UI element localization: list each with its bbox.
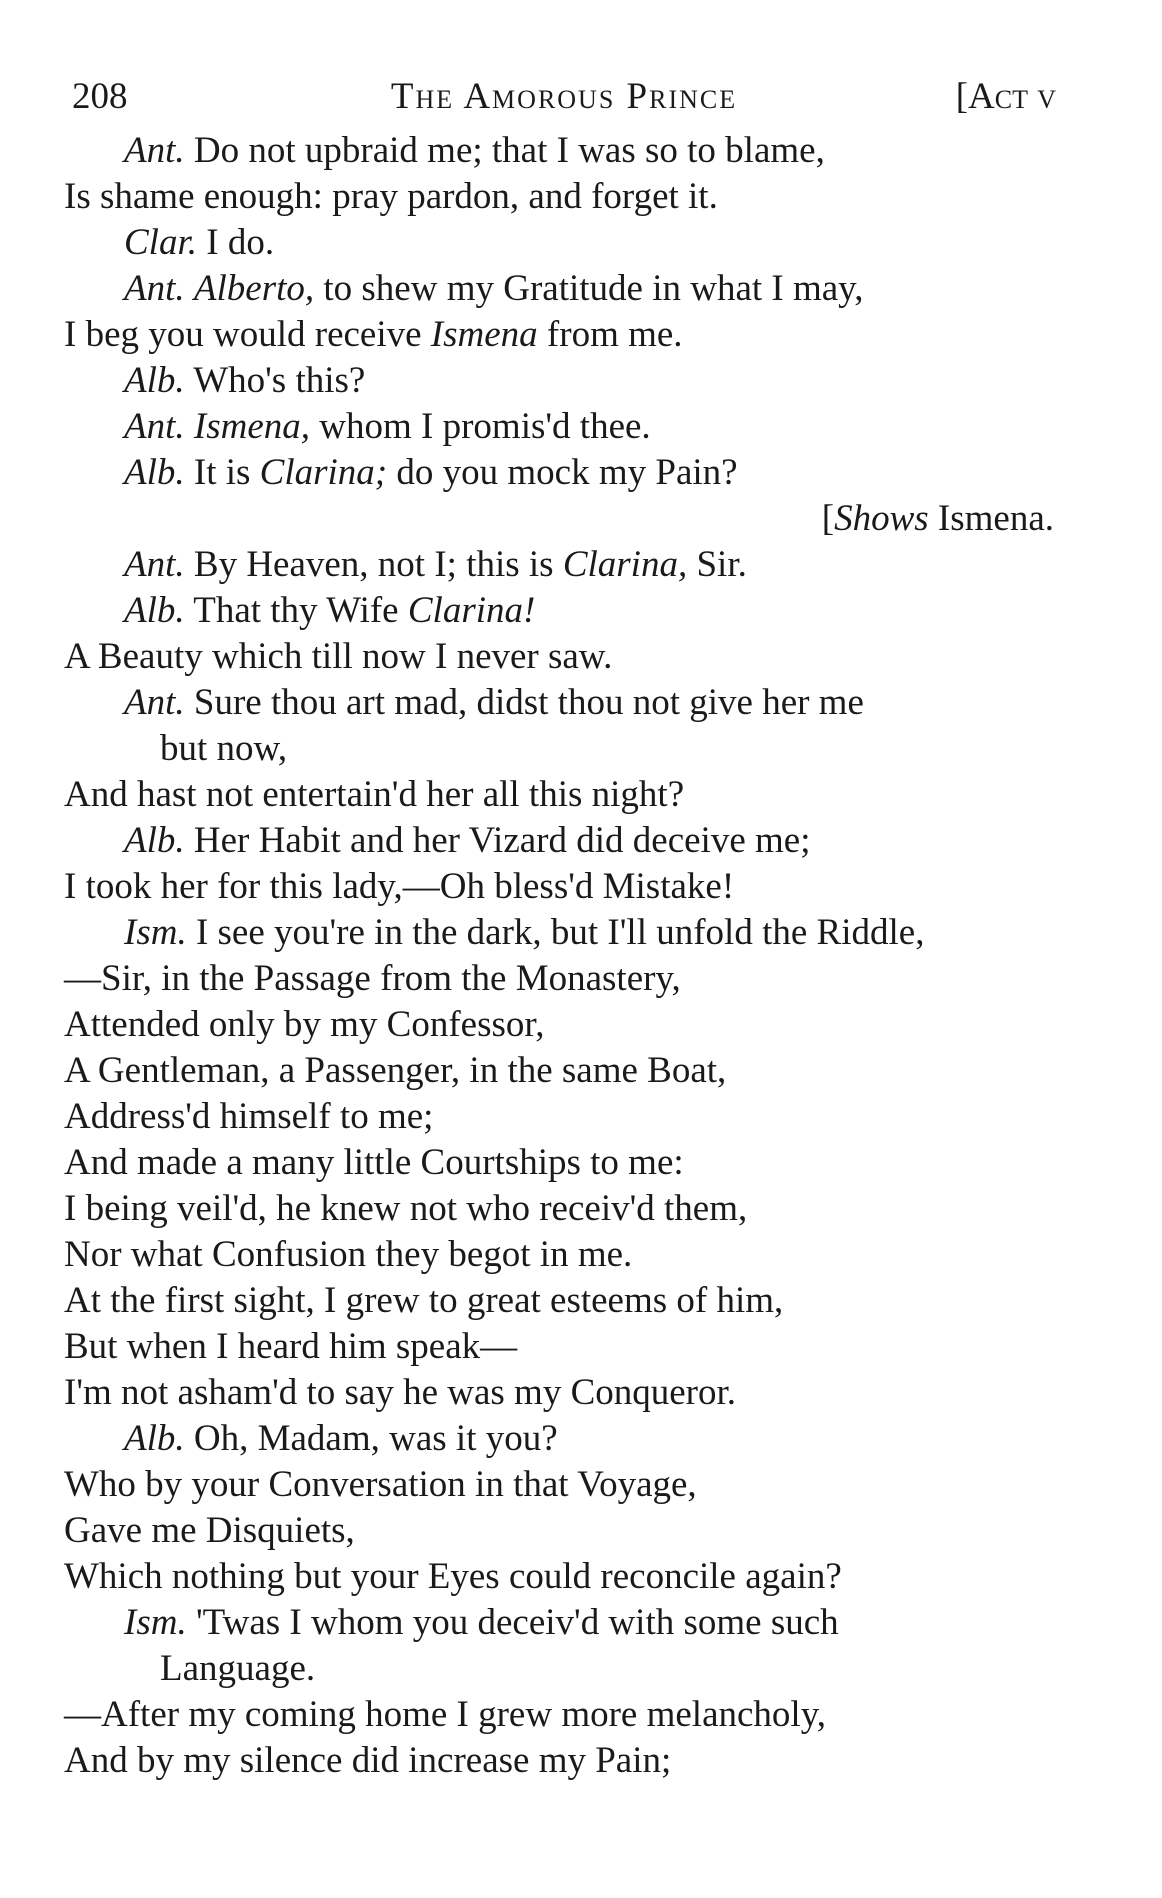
speaker-name: Ant. — [124, 544, 185, 585]
speech-line — [64, 266, 1054, 312]
stage-direction: Shows — [834, 498, 929, 539]
speech-line — [64, 910, 1054, 956]
speaker-name: Ant. — [124, 268, 185, 309]
text-line — [64, 1232, 1054, 1278]
line-text: but now, — [160, 728, 288, 769]
line-text: —After my coming home I grew more melancholy, — [64, 1694, 827, 1735]
speaker-name: Ism. — [124, 912, 187, 953]
line-text: And made a many little Courtships to me: — [64, 1142, 684, 1183]
line-text: By Heaven, not I; this is — [184, 544, 563, 585]
text-line — [64, 174, 1054, 220]
line-text: whom I promis'd thee. — [310, 406, 651, 447]
line-text: And by my silence did increase my Pain; — [64, 1740, 672, 1781]
speaker-name: Alb. — [124, 452, 185, 493]
line-text: I beg you would receive — [64, 314, 431, 355]
line-text: Nor what Confusion they begot in me. — [64, 1234, 633, 1275]
speaker-name: Ant. — [124, 682, 185, 723]
text-line — [64, 772, 1054, 818]
line-text: It is — [184, 452, 260, 493]
speaker-name: Alb. — [124, 360, 185, 401]
line-text: Oh, Madam, was it you? — [184, 1418, 558, 1459]
text-line — [64, 312, 1054, 358]
line-text: Is shame enough: pray pardon, and forget it. — [64, 176, 718, 217]
play-text — [64, 128, 1054, 1784]
speech-line — [64, 358, 1054, 404]
text-line — [64, 1324, 1054, 1370]
speaker-name: Ant. — [124, 406, 185, 447]
text-line — [64, 1048, 1054, 1094]
speech-line — [64, 818, 1054, 864]
italic-text: Clarina, — [562, 544, 688, 585]
running-title: The Amorous Prince — [390, 76, 738, 117]
line-text: Address'd himself to me; — [64, 1096, 434, 1137]
speaker-name: Alb. — [124, 590, 185, 631]
line-text: Do not upbraid me; that I was so to blame, — [184, 130, 825, 171]
line-text: A Beauty which till now I never saw. — [64, 636, 613, 677]
line-text: Attended only by my Confessor, — [64, 1004, 545, 1045]
italic-text: Clarina; — [259, 452, 388, 493]
text-line — [64, 1370, 1054, 1416]
line-text: But when I heard him speak— — [64, 1326, 518, 1367]
text-line — [64, 1646, 1054, 1692]
text-line — [64, 634, 1054, 680]
text-line — [64, 1692, 1054, 1738]
speaker-name: Ant. — [124, 130, 185, 171]
speaker-name: Ism. — [124, 1602, 187, 1643]
line-text: A Gentleman, a Passenger, in the same Boat, — [64, 1050, 727, 1091]
text-line — [64, 1278, 1054, 1324]
italic-text: Ismena — [430, 314, 538, 355]
line-text: Who's this? — [184, 360, 366, 401]
speech-line — [64, 404, 1054, 450]
text-line — [64, 496, 1054, 542]
text-line — [64, 1002, 1054, 1048]
text-line — [64, 1508, 1054, 1554]
speech-line — [64, 450, 1054, 496]
line-text: That thy Wife — [184, 590, 408, 631]
line-text: Gave me Disquiets, — [64, 1510, 355, 1551]
speech-line — [64, 588, 1054, 634]
line-text: I being veil'd, he knew not who receiv'd them, — [64, 1188, 748, 1229]
speech-line — [64, 542, 1054, 588]
text-line — [64, 864, 1054, 910]
speech-line — [64, 680, 1054, 726]
line-text: —Sir, in the Passage from the Monastery, — [64, 958, 681, 999]
line-text: Ismena. — [928, 498, 1054, 539]
speaker-name: Alb. — [124, 1418, 185, 1459]
line-text: Language. — [160, 1648, 316, 1689]
line-text: Sir. — [687, 544, 747, 585]
line-text: 'Twas I whom you deceiv'd with some such — [186, 1602, 839, 1643]
line-text: [ — [821, 498, 835, 539]
line-text: I see you're in the dark, but I'll unfold the Riddle, — [186, 912, 925, 953]
line-text: Which nothing but your Eyes could reconcile again? — [64, 1556, 842, 1597]
line-text: At the first sight, I grew to great esteems of him, — [64, 1280, 784, 1321]
text-line — [64, 1554, 1054, 1600]
line-text: Her Habit and her Vizard did deceive me; — [184, 820, 811, 861]
line-text: to shew my Gratitude in what I may, — [314, 268, 864, 309]
page-number: 208 — [72, 76, 128, 117]
text-line — [64, 726, 1054, 772]
speech-line — [64, 1600, 1054, 1646]
act-marker: [Act v — [955, 76, 1056, 117]
text-line — [64, 1186, 1054, 1232]
text-line — [64, 1462, 1054, 1508]
line-text: And hast not entertain'd her all this night? — [64, 774, 685, 815]
speech-line — [64, 1416, 1054, 1462]
line-text: I'm not asham'd to say he was my Conqueror. — [64, 1372, 737, 1413]
line-text: I took her for this lady,—Oh bless'd Mistake! — [64, 866, 735, 907]
line-text: from me. — [537, 314, 683, 355]
running-header — [72, 72, 1056, 122]
text-line — [64, 1094, 1054, 1140]
speaker-name: Clar. — [124, 222, 198, 263]
line-text: I do. — [197, 222, 275, 263]
italic-text: Ismena, — [193, 406, 311, 447]
text-line — [64, 1140, 1054, 1186]
speaker-name: Alb. — [124, 820, 185, 861]
speech-line — [64, 220, 1054, 266]
speech-line — [64, 128, 1054, 174]
italic-text: Clarina! — [407, 590, 536, 631]
italic-text: Alberto, — [193, 268, 315, 309]
text-line — [64, 956, 1054, 1002]
text-line — [64, 1738, 1054, 1784]
line-text: Sure thou art mad, didst thou not give her me — [184, 682, 864, 723]
line-text: do you mock my Pain? — [387, 452, 738, 493]
line-text: Who by your Conversation in that Voyage, — [64, 1464, 697, 1505]
